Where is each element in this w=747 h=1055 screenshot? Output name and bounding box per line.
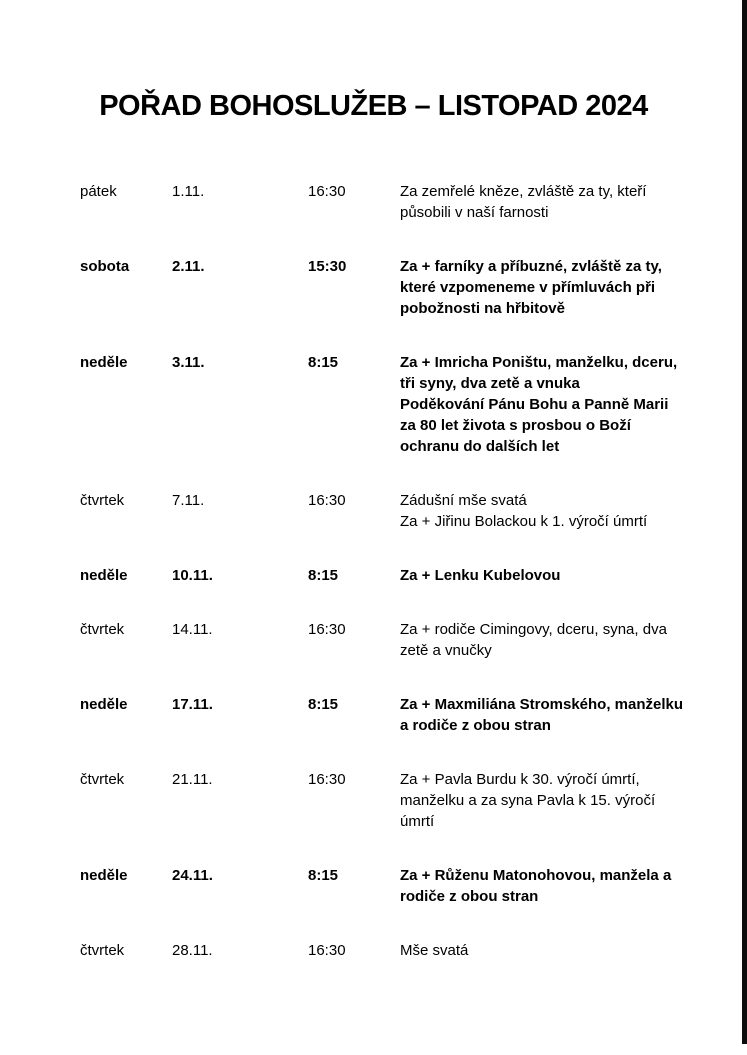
description-line: Poděkování Pánu Bohu a Panně Marii <box>400 396 669 413</box>
time-cell: 15:30 <box>308 258 347 275</box>
schedule-table <box>80 181 747 961</box>
description-cell <box>400 619 747 661</box>
description-cell <box>400 565 747 586</box>
description-line: které vzpomeneme v přímluvách při <box>400 279 656 296</box>
description-line: Za zemřelé kněze, zvláště za ty, kteří <box>400 183 647 200</box>
description-line: a rodiče z obou stran <box>400 717 551 734</box>
time-cell: 8:15 <box>308 567 339 584</box>
schedule-row <box>80 940 747 961</box>
date-cell: 2.11. <box>172 258 205 275</box>
description-line: Zádušní mše svatá <box>400 492 527 509</box>
day-cell: čtvrtek <box>80 942 125 959</box>
schedule-row <box>80 256 747 319</box>
day-cell: neděle <box>80 867 128 884</box>
description-line: Za + Lenku Kubelovou <box>400 567 561 584</box>
time-cell: 16:30 <box>308 492 346 509</box>
time-cell: 8:15 <box>308 867 339 884</box>
date-cell: 24.11. <box>172 867 213 884</box>
description-cell <box>400 769 747 832</box>
description-line: Za + rodiče Cimingovy, dceru, syna, dva <box>400 621 667 638</box>
schedule-row <box>80 490 747 532</box>
time-cell: 16:30 <box>308 942 346 959</box>
day-cell: sobota <box>80 258 130 275</box>
description-cell <box>400 940 747 961</box>
time-cell: 8:15 <box>308 354 339 371</box>
date-cell: 7.11. <box>172 492 205 509</box>
description-line: působili v naší farnosti <box>400 204 549 221</box>
description-cell <box>400 865 747 907</box>
page-title: POŘAD BOHOSLUŽEB – LISTOPAD 2024 <box>99 90 648 122</box>
description-line: Za + farníky a příbuzné, zvláště za ty, <box>400 258 662 275</box>
date-cell: 1.11. <box>172 183 205 200</box>
day-cell: neděle <box>80 696 128 713</box>
time-cell: 16:30 <box>308 771 346 788</box>
schedule-row <box>80 352 747 457</box>
day-cell: neděle <box>80 354 128 371</box>
date-cell: 3.11. <box>172 354 205 371</box>
schedule-row <box>80 769 747 832</box>
description-cell <box>400 352 747 457</box>
date-cell: 14.11. <box>172 621 213 638</box>
day-cell: pátek <box>80 183 117 200</box>
schedule-row <box>80 694 747 736</box>
description-cell <box>400 256 747 319</box>
description-line: Mše svatá <box>400 942 469 959</box>
day-cell: čtvrtek <box>80 621 125 638</box>
description-cell <box>400 181 747 223</box>
description-line: pobožnosti na hřbitově <box>400 300 565 317</box>
description-line: úmrtí <box>400 813 435 830</box>
date-cell: 21.11. <box>172 771 213 788</box>
description-line: manželku a za syna Pavla k 15. výročí <box>400 792 656 809</box>
description-line: Za + Růženu Matonohovou, manžela a <box>400 867 672 884</box>
schedule-row <box>80 865 747 907</box>
day-cell: čtvrtek <box>80 492 125 509</box>
description-line: rodiče z obou stran <box>400 888 539 905</box>
date-cell: 17.11. <box>172 696 213 713</box>
description-line: Za + Maxmiliána Stromského, manželku <box>400 696 684 713</box>
schedule-row <box>80 565 747 586</box>
description-line: za 80 let života s prosbou o Boží <box>400 417 631 434</box>
description-line: Za + Pavla Burdu k 30. výročí úmrtí, <box>400 771 640 788</box>
description-line: Za + Jiřinu Bolackou k 1. výročí úmrtí <box>400 513 648 530</box>
day-cell: neděle <box>80 567 128 584</box>
date-cell: 28.11. <box>172 942 213 959</box>
page-edge-bar <box>742 0 747 1044</box>
description-cell <box>400 694 747 736</box>
day-cell: čtvrtek <box>80 771 125 788</box>
description-line: Za + Imricha Poništu, manželku, dceru, <box>400 354 678 371</box>
description-line: ochranu do dalších let <box>400 438 560 455</box>
schedule-row <box>80 619 747 661</box>
time-cell: 16:30 <box>308 183 346 200</box>
description-cell <box>400 490 747 532</box>
description-line: tři syny, dva zetě a vnuka <box>400 375 580 392</box>
date-cell: 10.11. <box>172 567 213 584</box>
schedule-row <box>80 181 747 223</box>
time-cell: 16:30 <box>308 621 346 638</box>
description-line: zetě a vnučky <box>400 642 492 659</box>
time-cell: 8:15 <box>308 696 339 713</box>
